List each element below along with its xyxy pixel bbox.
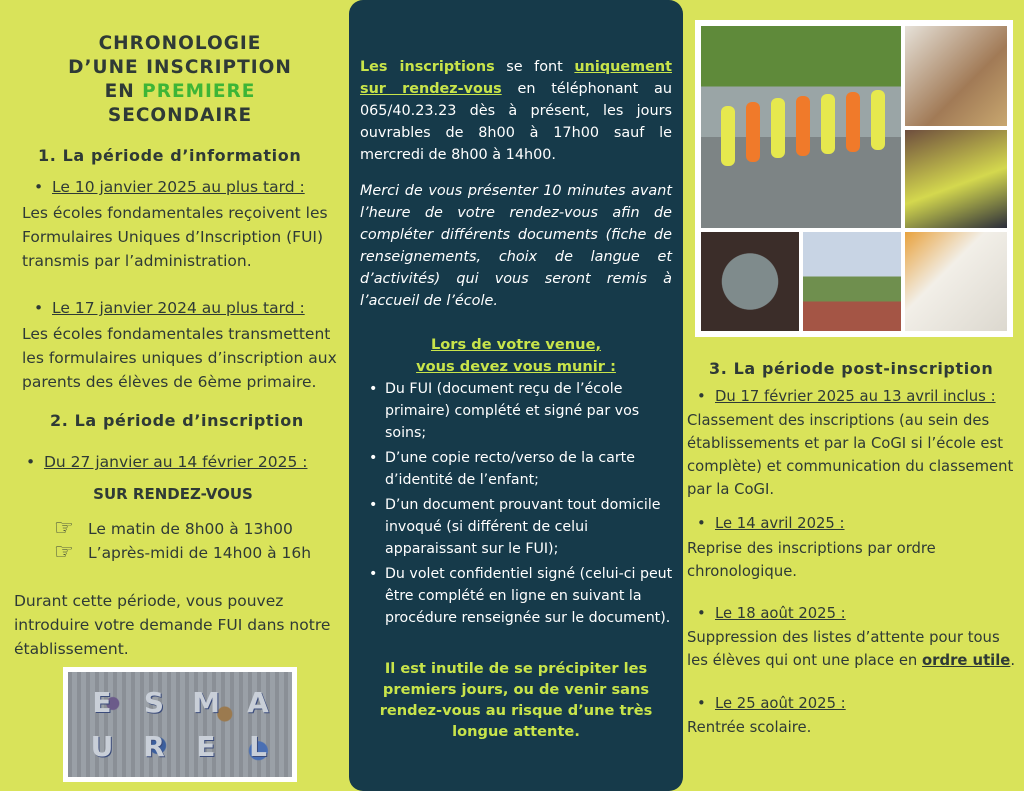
title-line: D’UNE INSCRIPTION xyxy=(68,57,292,78)
photo-letter: S xyxy=(143,685,165,719)
title-line: Lors de votre venue, xyxy=(430,336,602,353)
section-heading-information: 1. La période d’information xyxy=(38,146,302,165)
date-bullet: • Du 17 février 2025 au 13 avril inclus : xyxy=(715,388,996,405)
pointing-hand-icon: ☞ xyxy=(54,516,74,541)
aerial-photo xyxy=(63,667,297,782)
schedule-text: Le matin de 8h00 à 13h00 xyxy=(88,519,293,538)
list-item: • D’un document prouvant tout domicile invoqué (si différent de celui apparaissant sur le FUI); xyxy=(385,494,680,560)
photo-collage xyxy=(695,20,1013,337)
phone-paragraph xyxy=(360,56,672,166)
title-line: CHRONOLOGIE xyxy=(98,33,262,54)
date-bullet: • Le 25 août 2025 : xyxy=(715,695,846,712)
emphasis-text: ordre utile xyxy=(922,652,1011,669)
cyclists-photo xyxy=(701,26,901,228)
reading-photo xyxy=(905,26,1007,126)
paragraph: Les écoles fondamentales transmettent les formulaires uniques d’inscription aux parents des élèves de 6ème primaire. xyxy=(22,325,337,391)
section-heading-post-inscription: 3. La période post-inscription xyxy=(709,359,994,378)
highlight-underlined-text: uniquement sur rendez-vous xyxy=(360,59,672,97)
photo-letter: L xyxy=(249,730,267,764)
schedule-row xyxy=(54,540,311,565)
title-prefix: EN xyxy=(104,81,143,102)
right-column xyxy=(683,0,1024,791)
classroom-photo xyxy=(701,232,799,331)
highlight-text: Les inscriptions xyxy=(360,59,495,75)
warning-text: Il est inutile de se précipiter les premiers jours, ou de venir sans rendez-vous au risque d’une très longue attente. xyxy=(379,660,653,740)
paragraph: Durant cette période, vous pouvez introduire votre demande FUI dans notre établissement. xyxy=(14,592,331,658)
title-line: SECONDAIRE xyxy=(107,105,253,126)
students-photo xyxy=(905,130,1007,228)
paragraph xyxy=(687,626,1017,672)
date-bullet: • Le 14 avril 2025 : xyxy=(715,515,845,532)
title-line xyxy=(20,80,340,104)
drawing-photo xyxy=(905,232,1007,331)
documents-title xyxy=(349,334,683,378)
documents-list xyxy=(385,378,680,632)
date-bullet: • Le 10 janvier 2025 au plus tard : xyxy=(52,178,305,196)
title-line: vous devez vous munir : xyxy=(416,358,616,375)
text: Suppression des listes d’attente pour tous les élèves qui ont une place en xyxy=(687,629,1000,669)
photo-letter: E xyxy=(92,685,112,719)
arrival-paragraph: Merci de vous présenter 10 minutes avant l’heure de votre rendez-vous afin de compléter différents documents (fiche de renseignements, choix de langue et d’activités) qui vous seront remis à l’accueil de l’école. xyxy=(360,183,672,309)
pointing-hand-icon: ☞ xyxy=(54,540,74,565)
text: se font xyxy=(494,59,575,75)
photo-letter: R xyxy=(143,730,165,764)
photo-letter: M xyxy=(192,685,220,719)
section-heading-inscription: 2. La période d’inscription xyxy=(50,411,304,430)
center-panel xyxy=(349,0,683,791)
date-bullet: • Le 17 janvier 2024 au plus tard : xyxy=(52,299,305,317)
photo-letter: U xyxy=(90,730,114,764)
photo-letters xyxy=(76,680,284,769)
date-bullet: • Du 27 janvier au 14 février 2025 : xyxy=(44,453,307,471)
date-bullet: • Le 18 août 2025 : xyxy=(715,605,846,622)
text: . xyxy=(1010,652,1016,669)
schedule-text: L’après-midi de 14h00 à 16h xyxy=(88,543,312,562)
left-column xyxy=(0,0,346,791)
photo-letter: A xyxy=(247,685,269,719)
paragraph: Reprise des inscriptions par ordre chronologique. xyxy=(687,540,936,580)
schedule-row xyxy=(54,516,293,541)
gym-photo xyxy=(803,232,901,331)
list-item: • Du volet confidentiel signé (celui-ci peut être complété en ligne en suivant la procédure renseignée sur le document). xyxy=(385,563,680,629)
paragraph: Rentrée scolaire. xyxy=(687,719,812,736)
text: en téléphonant au 065/40.23.23 dès à présent, les jours ouvrables de 8h00 à 17h00 sauf le mercredi de 8h00 à 14h00. xyxy=(360,81,673,163)
paragraph: Les écoles fondamentales reçoivent les Formulaires Uniques d’Inscription (FUI) transmis par l’administration. xyxy=(22,204,328,270)
paragraph: Classement des inscriptions (au sein des établissements et par la CoGI si l’école est complète) et communication du classement par la CoGI. xyxy=(687,412,1014,498)
list-item: • D’une copie recto/verso de la carte d’identité de l’enfant; xyxy=(385,447,680,491)
title-highlight: PREMIERE xyxy=(142,81,256,102)
page-title xyxy=(20,32,340,128)
list-item: • Du FUI (document reçu de l’école primaire) complété et signé par vos soins; xyxy=(385,378,680,444)
photo-letter: E xyxy=(196,730,216,764)
appointment-title: SUR RENDEZ-VOUS xyxy=(93,485,253,503)
